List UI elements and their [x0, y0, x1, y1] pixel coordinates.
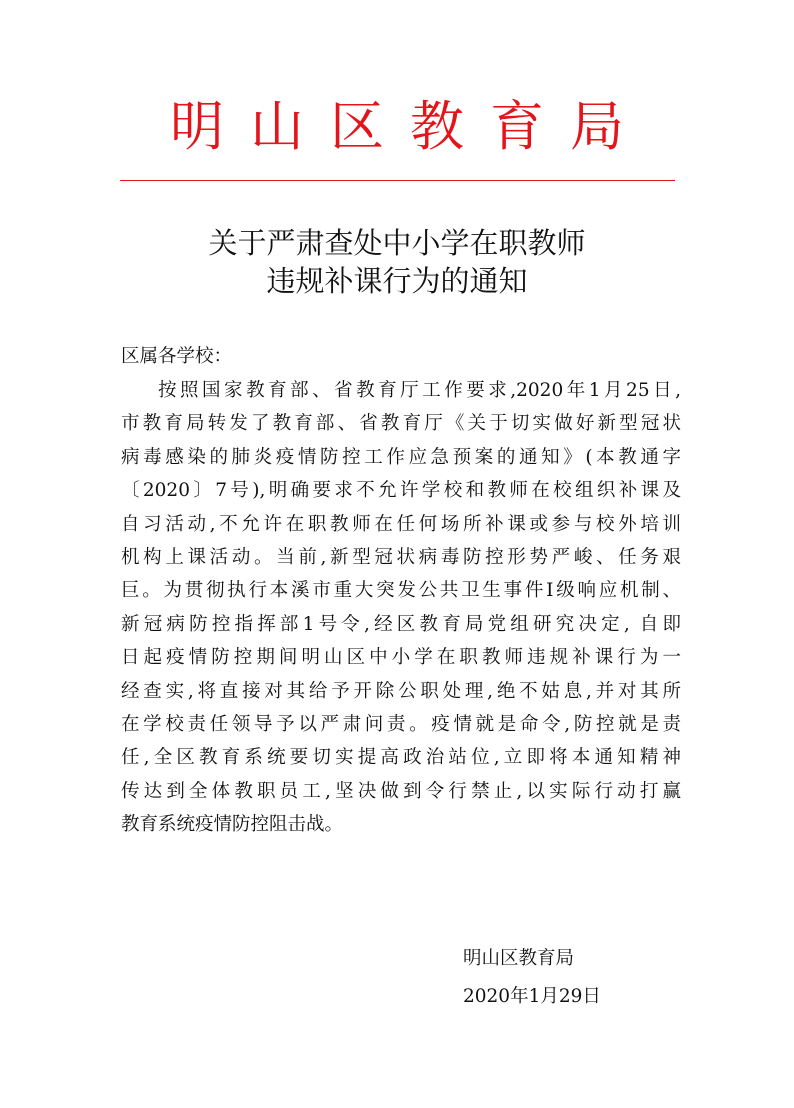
body-line: 教育系统疫情防控阻击战。 — [121, 814, 344, 836]
body-line: 市教育局转发了教育部、省教育厅《关于切实做好新型冠状 — [121, 413, 681, 435]
signature-org: 明山区教育局 — [463, 948, 575, 969]
body-line: 巨。为贯彻执行本溪市重大突发公共卫生事件I级响应机制、 — [121, 580, 681, 602]
body-line: 任,全区教育系统要切实提高政治站位,立即将本通知精神 — [121, 747, 681, 769]
body-line: 按照国家教育部、省教育厅工作要求,2020年1月25日, — [158, 380, 681, 401]
body-line: 机构上课活动。当前,新型冠状病毒防控形势严峻、任务艰 — [121, 546, 681, 568]
body-line: 病毒感染的肺炎疫情防控工作应急预案的通知》(本教通字 — [121, 446, 681, 468]
masthead-org-name: 明山区教育局 — [170, 95, 650, 158]
body-line: 传达到全体教职员工,坚决做到令行禁止,以实际行动打赢 — [121, 780, 681, 802]
salutation: 区属各学校： — [121, 346, 233, 367]
notice-body — [121, 374, 681, 841]
body-line: 自习活动,不允许在职教师在任何场所补课或参与校外培训 — [121, 513, 681, 535]
body-line: 日起疫情防控期间明山区中小学在职教师违规补课行为一 — [121, 647, 681, 669]
signature-block — [463, 940, 601, 1016]
notice-title — [0, 224, 794, 300]
body-line: 在学校责任领导予以严肃问责。疫情就是命令,防控就是责 — [121, 713, 681, 735]
red-divider-line — [120, 180, 675, 181]
body-line: 〔2020〕7号),明确要求不允许学校和教师在校组织补课及 — [121, 480, 681, 502]
body-line: 经查实,将直接对其给予开除公职处理,绝不姑息,并对其所 — [121, 680, 681, 702]
notice-title-line-2: 违规补课行为的通知 — [266, 264, 528, 298]
signature-date: 2020年1月29日 — [463, 986, 601, 1007]
notice-title-line-1: 关于严肃查处中小学在职教师 — [208, 226, 586, 260]
body-line: 新冠病防控指挥部1号令,经区教育局党组研究决定, 自即 — [121, 613, 681, 635]
